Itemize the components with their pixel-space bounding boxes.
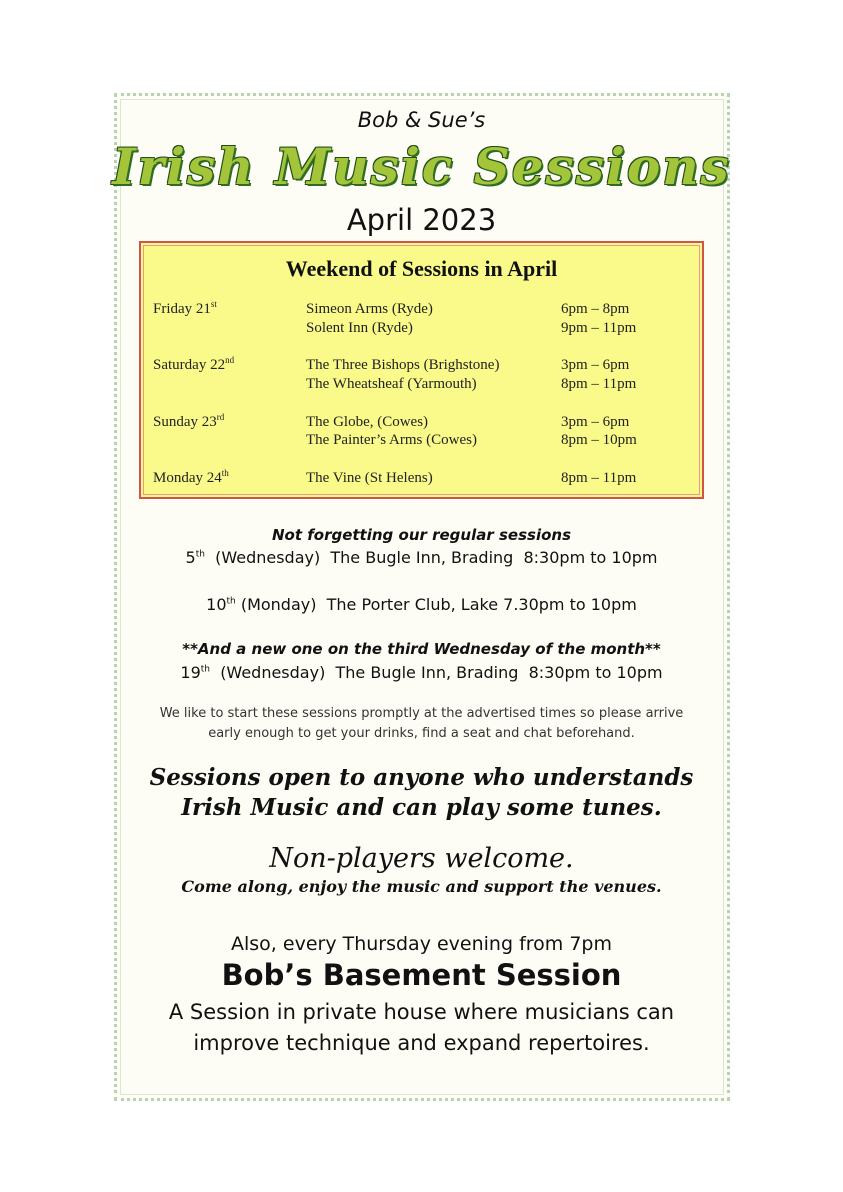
schedule-time: 8pm – 11pm xyxy=(561,470,637,486)
schedule-time: 3pm – 6pm xyxy=(561,414,630,430)
open-to-anyone-line: Sessions open to anyone who understands xyxy=(149,764,694,791)
notice-line: early enough to get your drinks, find a seat and chat beforehand. xyxy=(208,726,635,741)
weekend-schedule-title: Weekend of Sessions in April xyxy=(285,256,558,281)
regular-sessions-heading: Not forgetting our regular sessions xyxy=(272,526,571,544)
weekend-schedule-box xyxy=(139,241,704,499)
schedule-time: 8pm – 11pm xyxy=(561,376,637,392)
basement-description: A Session in private house where musicians can xyxy=(168,1000,675,1024)
regular-session-line: 19th (Wednesday) The Bugle Inn, Brading 8:30pm to 10pm xyxy=(180,663,663,682)
schedule-day: Friday 21st xyxy=(153,299,217,317)
schedule-day: Monday 24th xyxy=(153,468,229,486)
schedule-time: 9pm – 11pm xyxy=(561,320,637,336)
schedule-time: 6pm – 8pm xyxy=(561,301,630,317)
basement-title: Bob’s Basement Session xyxy=(221,958,622,992)
schedule-day: Sunday 23rd xyxy=(153,412,225,430)
schedule-time: 8pm – 10pm xyxy=(561,432,637,448)
basement-intro: Also, every Thursday evening from 7pm xyxy=(231,933,612,955)
regular-session-line: 10th (Monday) The Porter Club, Lake 7.30pm to 10pm xyxy=(206,595,637,614)
come-along-line: Come along, enjoy the music and support the venues. xyxy=(181,877,662,896)
schedule-venue: The Painter’s Arms (Cowes) xyxy=(306,432,477,448)
non-players-heading: Non-players welcome. xyxy=(269,843,574,874)
schedule-venue: The Vine (St Helens) xyxy=(306,470,433,486)
schedule-venue: Solent Inn (Ryde) xyxy=(306,320,413,336)
event-title: Irish Music Sessions xyxy=(112,137,731,196)
schedule-day: Saturday 22nd xyxy=(153,355,235,373)
schedule-venue: The Three Bishops (Brighstone) xyxy=(306,357,500,373)
schedule-venue: Simeon Arms (Ryde) xyxy=(306,301,433,317)
basement-description: improve technique and expand repertoires. xyxy=(193,1031,650,1055)
schedule-time: 3pm – 6pm xyxy=(561,357,630,373)
new-session-heading: **And a new one on the third Wednesday of the month** xyxy=(182,640,661,658)
schedule-venue: The Wheatsheaf (Yarmouth) xyxy=(306,376,477,392)
event-month: April 2023 xyxy=(346,203,497,237)
regular-session-line: 5th (Wednesday) The Bugle Inn, Brading 8:30pm to 10pm xyxy=(185,548,658,567)
open-to-anyone-line: Irish Music and can play some tunes. xyxy=(181,794,662,821)
notice-line: We like to start these sessions promptly at the advertised times so please arrive xyxy=(159,706,684,721)
schedule-venue: The Globe, (Cowes) xyxy=(306,414,429,430)
organizer-name: Bob & Sue’s xyxy=(357,108,486,132)
